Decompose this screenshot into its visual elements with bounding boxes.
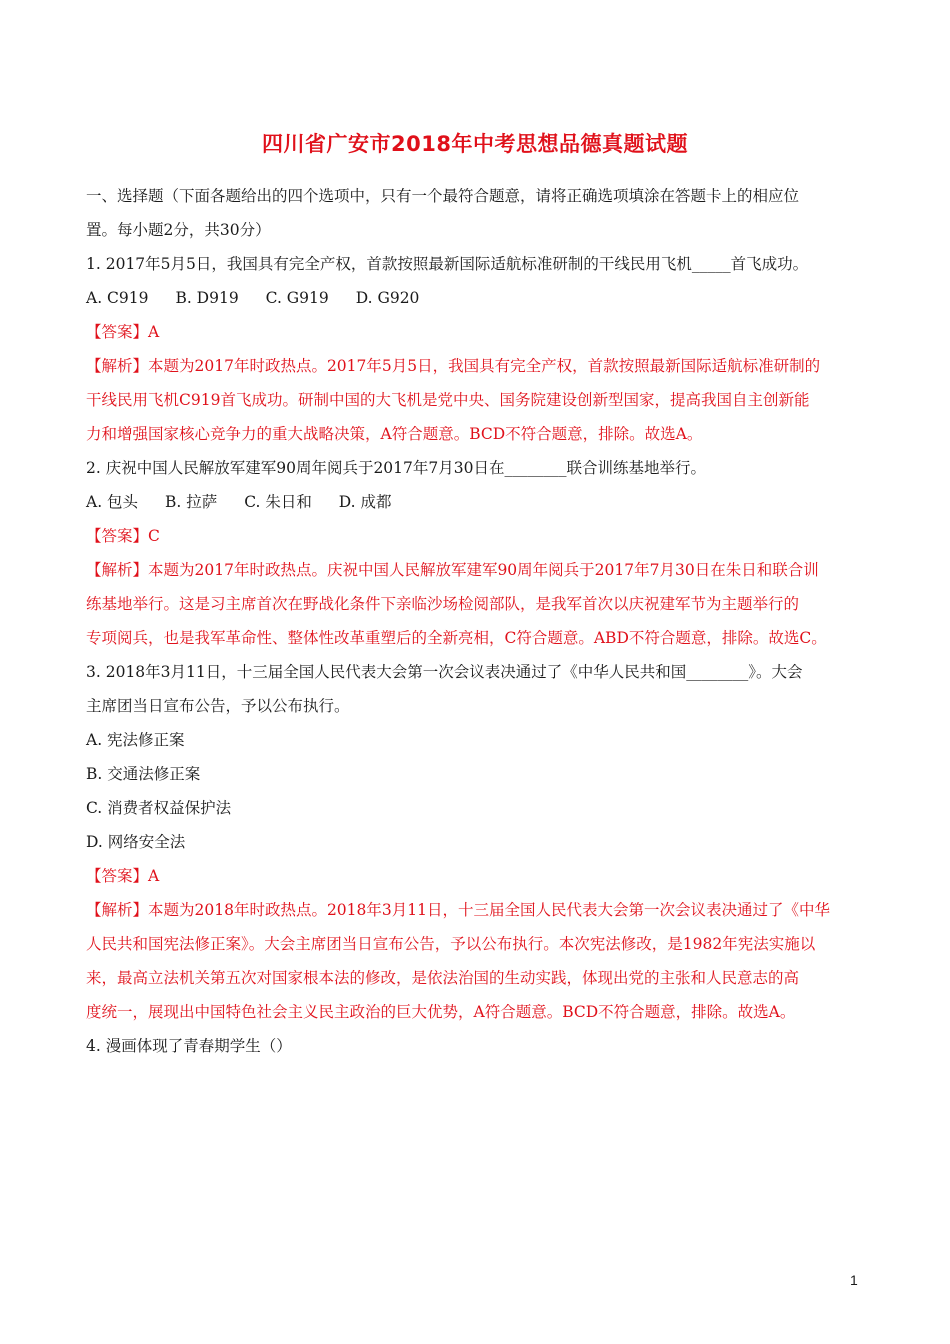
question-1-analysis: 干线民用飞机C919首飞成功。研制中国的大飞机是党中央、国务院建设创新型国家，提高我国自主创新能: [86, 391, 810, 409]
question-3-stem: 主席团当日宣布公告，予以公布执行。: [86, 697, 350, 715]
option-d: D. G920: [355, 289, 420, 307]
question-1-answer: 【答案】A: [86, 323, 160, 341]
option-c: C. 消费者权益保护法: [86, 799, 232, 817]
question-1-options: [86, 281, 876, 315]
question-3-answer: 【答案】A: [86, 867, 160, 885]
question-2-analysis: 专项阅兵，也是我军革命性、整体性改革重塑后的全新亮相，C符合题意。ABD不符合题意，排除。故选C。: [86, 629, 827, 647]
question-2-answer: 【答案】C: [86, 527, 160, 545]
section-heading: 一、选择题（下面各题给出的四个选项中，只有一个最符合题意，请将正确选项填涂在答题卡上的相应位: [86, 187, 800, 205]
question-3-stem: 3. 2018年3月11日，十三届全国人民代表大会第一次会议表决通过了《中华人民共和国________》。大会: [86, 663, 803, 681]
option-b: B. D919: [175, 289, 239, 307]
question-3-analysis: 【解析】本题为2018年时政热点。2018年3月11日，十三届全国人民代表大会第一次会议表决通过了《中华: [86, 901, 830, 919]
question-1-analysis: 【解析】本题为2017年时政热点。2017年5月5日，我国具有完全产权，首款按照最新国际适航标准研制的: [86, 357, 821, 375]
question-1-stem: 1. 2017年5月5日，我国具有完全产权，首款按照最新国际适航标准研制的干线民用飞机_____首飞成功。: [86, 255, 809, 273]
page-title: 四川省广安市2018年中考思想品德真题试题: [262, 132, 688, 156]
option-a: A. C919: [86, 289, 149, 307]
page-number: 1: [850, 1272, 858, 1288]
question-3-analysis: 度统一，展现出中国特色社会主义民主政治的巨大优势，A符合题意。BCD不符合题意，排除。故选A。: [86, 1003, 796, 1021]
question-3-analysis: 来，最高立法机关第五次对国家根本法的修改，是依法治国的生动实践，体现出党的主张和人民意志的高: [86, 969, 800, 987]
question-2-analysis: 练基地举行。这是习主席首次在野战化条件下亲临沙场检阅部队，是我军首次以庆祝建军节为主题举行的: [86, 595, 800, 613]
question-2-analysis: 【解析】本题为2017年时政热点。庆祝中国人民解放军建军90周年阅兵于2017年7月30日在朱日和联合训: [86, 561, 819, 579]
question-4-stem: 4. 漫画体现了青春期学生（）: [86, 1037, 292, 1055]
option-d: D. 网络安全法: [86, 833, 186, 851]
section-heading-cont: 置。每小题2分，共30分）: [86, 221, 271, 239]
option-c: C. 朱日和: [244, 493, 312, 511]
question-2-stem: 2. 庆祝中国人民解放军建军90周年阅兵于2017年7月30日在________联合训练基地举行。: [86, 459, 706, 477]
question-2-options: [86, 485, 876, 519]
option-a: A. 包头: [86, 493, 139, 511]
question-1-analysis: 力和增强国家核心竞争力的重大战略决策，A符合题意。BCD不符合题意，排除。故选A。: [86, 425, 703, 443]
option-b: B. 交通法修正案: [86, 765, 201, 783]
document-body: [86, 179, 876, 1063]
question-3-analysis: 人民共和国宪法修正案》。大会主席团当日宣布公告，予以公布执行。本次宪法修改，是1982年宪法实施以: [86, 935, 816, 953]
option-a: A. 宪法修正案: [86, 731, 185, 749]
option-d: D. 成都: [338, 493, 392, 511]
option-c: C. G919: [265, 289, 329, 307]
option-b: B. 拉萨: [165, 493, 218, 511]
